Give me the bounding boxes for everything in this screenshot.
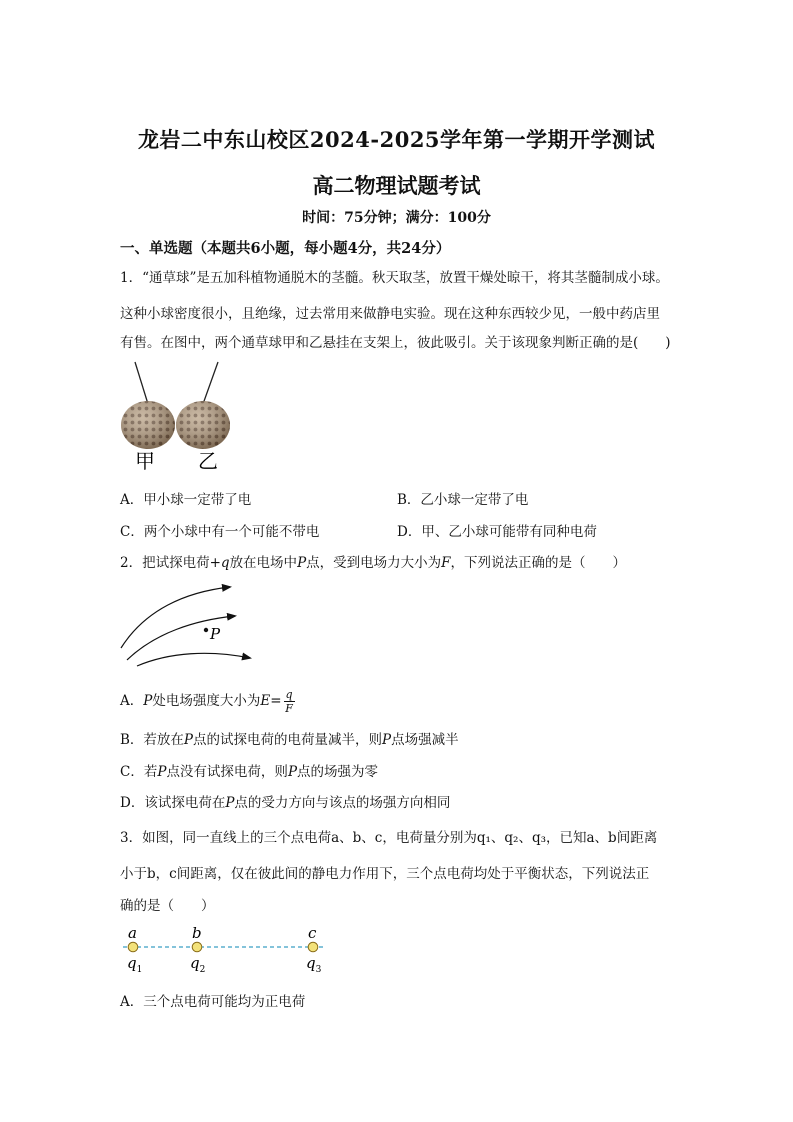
q1-line-1: 1．“通草球”是五加科植物通脱木的茎髓。秋天取茎，放置干燥处晾干，将其茎髓制成小球。 bbox=[120, 270, 669, 286]
q2-option-d: D．该试探电荷在P点的受力方向与该点的场强方向相同 bbox=[120, 795, 451, 811]
exam-title: 龙岩二中东山校区2024-2025学年第一学期开学测试 bbox=[137, 127, 656, 152]
q1-line-2: 这种小球密度很小，且绝缘，过去常用来做静电实验。现在这种东西较少见，一般中药店里 bbox=[120, 306, 660, 322]
q1-option-b: B．乙小球一定带了电 bbox=[397, 492, 529, 508]
q2-stem: 2．把试探电荷+q放在电场中P点，受到电场力大小为F，下列说法正确的是（ ） bbox=[120, 555, 627, 571]
q3-line-3: 确的是（ ） bbox=[120, 898, 215, 914]
label-yi: 乙 bbox=[198, 449, 218, 473]
q1-option-c: C．两个小球中有一个可能不带电 bbox=[120, 524, 320, 540]
label-q1: $q_1$ bbox=[127, 954, 143, 975]
point-p-label: P bbox=[210, 625, 221, 643]
q3-option-a: A．三个点电荷可能均为正电荷 bbox=[120, 994, 306, 1010]
label-b: b bbox=[192, 924, 202, 942]
label-a: a bbox=[128, 924, 137, 942]
q1-option-a: A．甲小球一定带了电 bbox=[120, 492, 252, 508]
charge-b bbox=[192, 942, 202, 952]
q3-line-2: 小于b，c间距离，仅在彼此间的静电力作用下，三个点电荷均处于平衡状态，下列说法正 bbox=[120, 866, 650, 882]
left-thread bbox=[135, 362, 148, 404]
q3-charges-figure bbox=[115, 922, 330, 978]
charge-a bbox=[128, 942, 138, 952]
q2-option-a: A．P处电场强度大小为E= $\frac{q}{F}$ bbox=[120, 688, 293, 715]
field-line-bottom bbox=[137, 653, 250, 666]
ball-yi bbox=[176, 401, 230, 449]
q2-option-c: C．若P点没有试探电荷，则P点的场强为零 bbox=[120, 764, 379, 780]
q1-figure bbox=[115, 356, 235, 474]
fraction: $\frac{q}{F}$ bbox=[285, 688, 293, 715]
q1-line-3: 有售。在图中，两个通草球甲和乙悬挂在支架上，彼此吸引。关于该现象判断正确的是( ) bbox=[120, 335, 671, 351]
label-c: c bbox=[308, 924, 317, 942]
label-jia: 甲 bbox=[135, 449, 155, 473]
q1-option-d: D．甲、乙小球可能带有同种电荷 bbox=[397, 524, 597, 540]
ball-jia bbox=[121, 401, 175, 449]
point-p-dot bbox=[204, 628, 208, 632]
charge-c bbox=[308, 942, 318, 952]
q2-field-lines-figure bbox=[115, 578, 260, 674]
exam-meta: 时间：75分钟；满分：100分 bbox=[302, 210, 491, 226]
q2-option-b: B．若放在P点的试探电荷的电荷量减半，则P点场强减半 bbox=[120, 732, 459, 748]
exam-subtitle: 高二物理试题考试 bbox=[312, 173, 481, 198]
label-q3: $q_3$ bbox=[306, 954, 322, 975]
label-q2: $q_2$ bbox=[190, 954, 206, 975]
q3-line-1: 3．如图，同一直线上的三个点电荷a、b、c，电荷量分别为q₁、q₂、q₃，已知a、b间距离 bbox=[120, 830, 658, 846]
section-heading: 一、单选题（本题共6小题，每小题4分，共24分） bbox=[120, 240, 451, 257]
right-thread bbox=[203, 362, 218, 404]
